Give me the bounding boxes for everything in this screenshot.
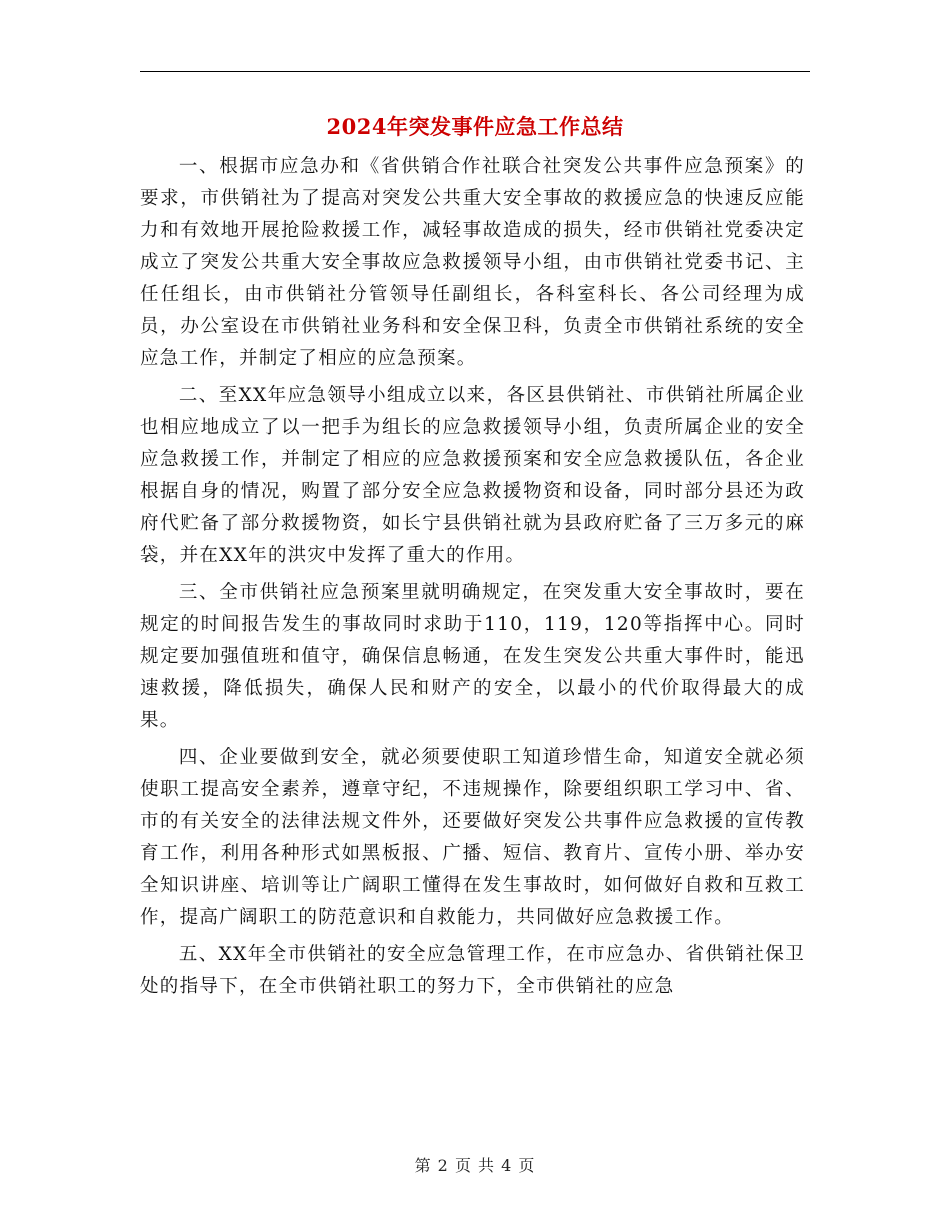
paragraph-2: 二、至XX年应急领导小组成立以来，各区县供销社、市供销社所属企业也相应地成立了以一把手为组长的应急救援领导小组，负责所属企业的安全应急救援工作，并制定了相应的应急救援预案和安全应急救援队伍，各企业根据自身的情况，购置了部分安全应急救援物资和设备，同时部分县还为政府代贮备了部分救援物资，如长宁县供销社就为县政府贮备了三万多元的麻袋，并在XX年的洪灾中发挥了重大的作用。 — [140, 385, 805, 566]
paragraph-5: 五、XX年全市供销社的安全应急管理工作，在市应急办、省供销社保卫处的指导下，在全市供销社职工的努力下，全市供销社的应急 — [140, 944, 805, 997]
paragraph-3: 三、全市供销社应急预案里就明确规定，在突发重大安全事故时，要在规定的时间报告发生的事故同时求助于110，119，120等指挥中心。同时规定要加强值班和值守，确保信息畅通，在发生突发公共重大事件时，能迅速救援，降低损失，确保人民和财产的安全，以最小的代价取得最大的成果。 — [140, 582, 805, 731]
document-title: 2024年突发事件应急工作总结 — [326, 114, 624, 139]
page-number-footer: 第 2 页 共 4 页 — [414, 1156, 536, 1175]
paragraph-1: 一、根据市应急办和《省供销合作社联合社突发公共事件应急预案》的要求，市供销社为了提高对突发公共重大安全事故的救援应急的快速反应能力和有效地开展抢险救援工作，减轻事故造成的损失，经市供销社党委决定成立了突发公共重大安全事故应急救援领导小组，由市供销社党委书记、主任任组长，由市供销社分管领导任副组长，各科室科长、各公司经理为成员，办公室设在市供销社业务科和安全保卫科，负责全市供销社系统的安全应急工作，并制定了相应的应急预案。 — [140, 156, 805, 369]
header-rule — [140, 71, 810, 72]
paragraph-4: 四、企业要做到安全，就必须要使职工知道珍惜生命，知道安全就必须使职工提高安全素养，遵章守纪，不违规操作，除要组织职工学习中、省、市的有关安全的法律法规文件外，还要做好突发公共事件应急救援的宣传教育工作，利用各种形式如黑板报、广播、短信、教育片、宣传小册、举办安全知识讲座、培训等让广阔职工懂得在发生事故时，如何做好自救和互救工作，提高广阔职工的防范意识和自救能力，共同做好应急救援工作。 — [140, 747, 805, 928]
document-body — [140, 151, 805, 1003]
